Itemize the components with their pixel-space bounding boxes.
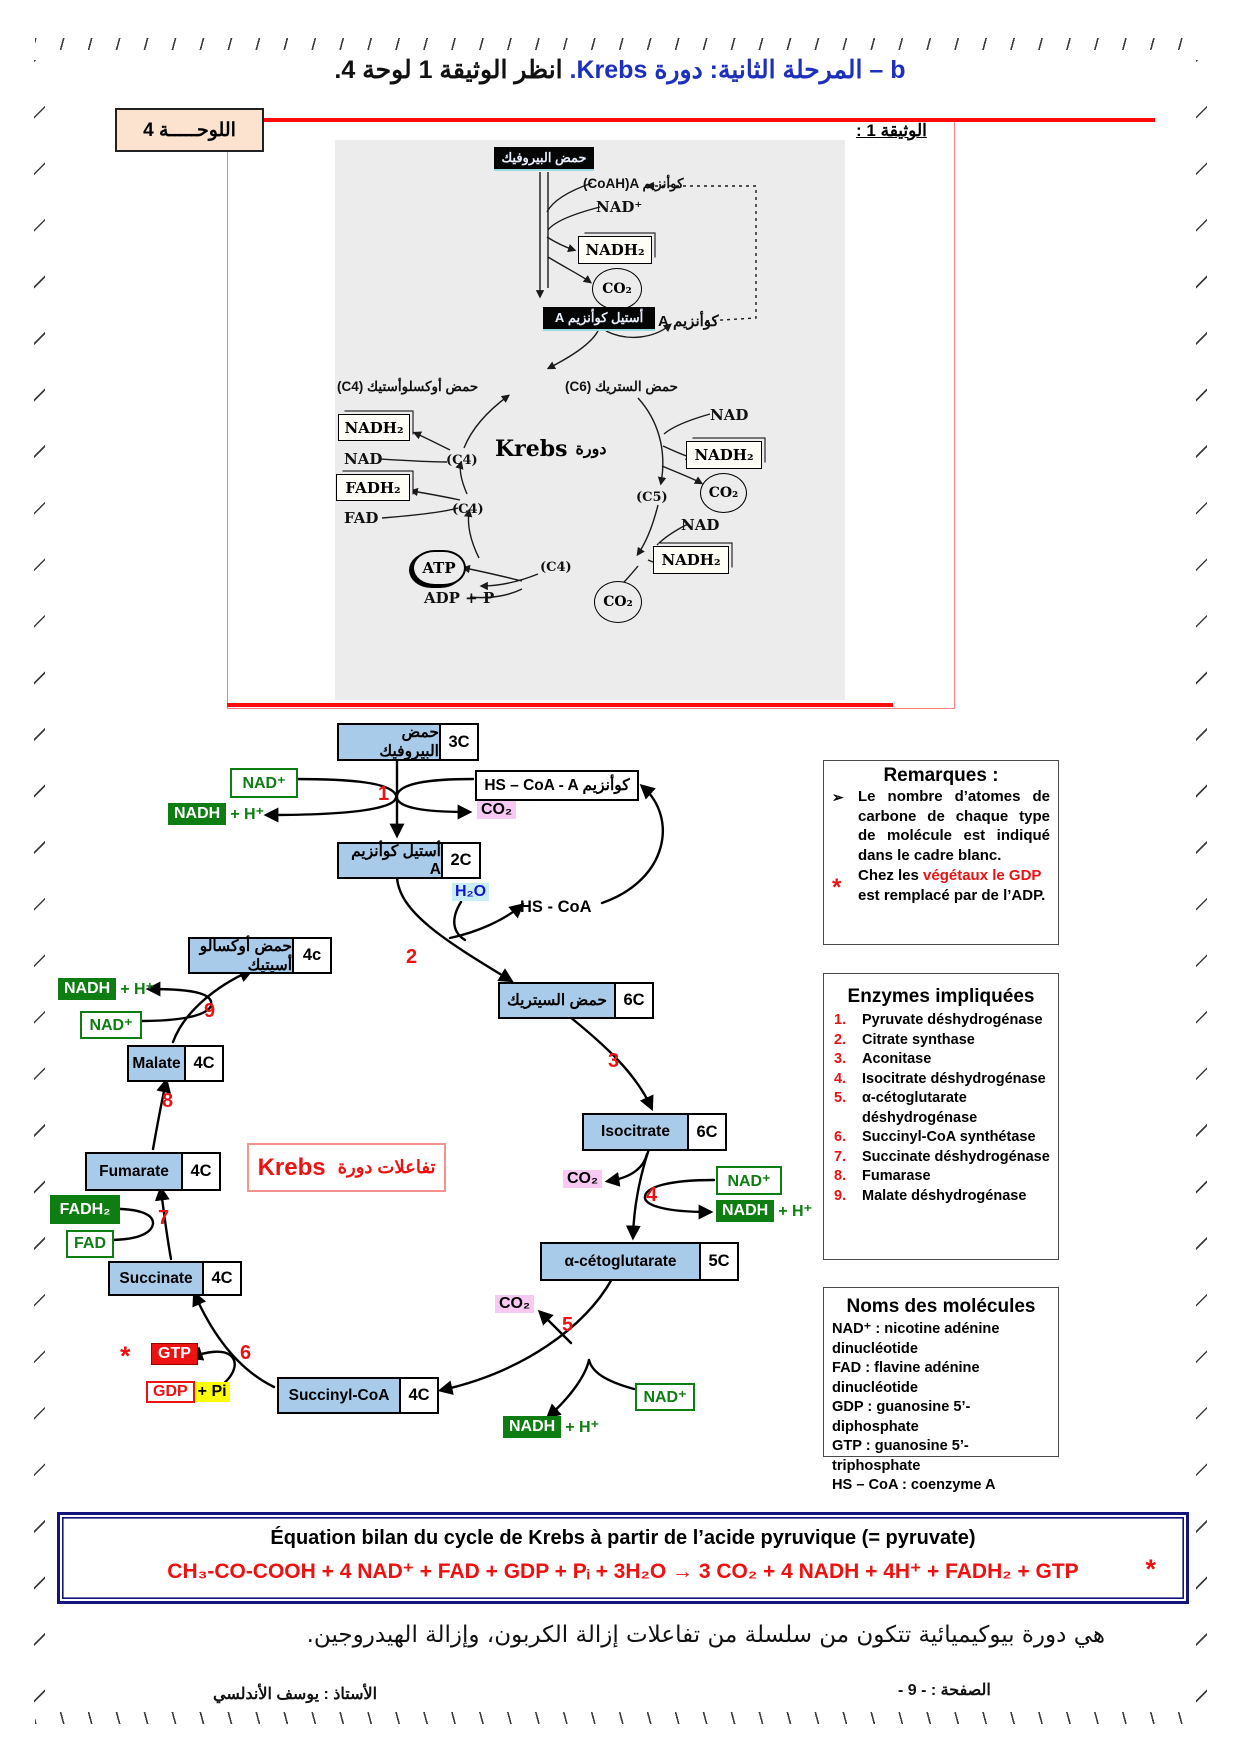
gdp-chip: GDP	[146, 1381, 195, 1403]
scan-oxaloacetic-label: حمض أوكسلوأستيك (C4)	[337, 379, 479, 394]
node-citrate-carbons: 6C	[614, 984, 652, 1017]
equation-asterisk: *	[1145, 1554, 1156, 1584]
nadh-step5	[503, 1416, 599, 1438]
node-malate-carbons: 4C	[184, 1047, 222, 1080]
molecule-definition: NAD⁺ : nicotine adénine dinucléotide	[832, 1321, 1000, 1357]
node-isocitrate-carbons: 6C	[687, 1115, 725, 1149]
nadh-step9	[58, 978, 154, 1000]
node-fumarate-name: Fumarate	[87, 1154, 181, 1189]
enzyme-item: 6. Succinyl-CoA synthétase	[834, 1129, 1036, 1145]
document1-frame-topline	[227, 118, 1155, 122]
scan-coenzymeA-right-label: كوأنزيم A	[658, 313, 719, 330]
node-pyruvate	[337, 723, 479, 761]
page-number: الصفحة : - 9 -	[898, 1682, 991, 1699]
nad-plus-step1: NAD⁺	[230, 768, 298, 798]
molecules-title: Noms des molécules	[846, 1296, 1036, 1317]
scan-co2-circle-bottom: CO₂	[594, 581, 642, 623]
node-malate-name: Malate	[129, 1047, 184, 1080]
node-fumarate-carbons: 4C	[181, 1154, 219, 1189]
scan-krebs-cycle-title	[495, 436, 606, 462]
step-6: 6	[240, 1342, 252, 1364]
molecule-definition: GTP : guanosine 5’-triphosphate	[832, 1438, 969, 1474]
hs-coa-released-label: HS - CoA	[520, 898, 592, 916]
remarques-bullet-item	[824, 787, 1058, 865]
node-isocitrate-name: Isocitrate	[584, 1115, 687, 1149]
scan-citric-label: حمض الستريك (C6)	[565, 379, 679, 394]
node-fumarate	[85, 1152, 221, 1191]
scan-c4-label: (C4)	[446, 453, 478, 468]
node-citrate-name: حمض السيتريك	[500, 984, 614, 1017]
step-2: 2	[406, 946, 418, 968]
scan-nad-label-right: NAD	[710, 406, 749, 424]
nadh-chip: NADH	[716, 1200, 774, 1222]
nad-plus-step5: NAD⁺	[635, 1383, 695, 1411]
scan-krebs-ar: دورة	[575, 441, 607, 458]
remarques-title: Remarques :	[883, 765, 999, 786]
enzyme-item: 5. α-cétoglutarate déshydrogénase	[834, 1090, 978, 1126]
node-succinylcoa-carbons: 4C	[399, 1379, 437, 1412]
step-5: 5	[562, 1314, 574, 1336]
enzyme-item: 3. Aconitase	[834, 1051, 932, 1067]
scan-nadh2-box-right: NADH₂	[686, 441, 762, 469]
scan-adp-label: ADP + P	[424, 589, 495, 607]
scan-acetyl-coa-label: أستيل كوأنزيم A	[543, 307, 655, 331]
plus-h-label: + H⁺	[565, 1419, 600, 1436]
enzyme-item: 4. Isocitrate déshydrogénase	[834, 1070, 1046, 1087]
node-succinylcoa-name: Succinyl-CoA	[279, 1379, 399, 1412]
border-ticks-bottom	[35, 1712, 1205, 1724]
scan-c5-label: (C5)	[636, 490, 668, 505]
scan-fad-label: FAD	[344, 509, 379, 527]
node-acetyl-coa	[337, 842, 481, 879]
enzyme-item: 1. Pyruvate déshydrogénase	[834, 1012, 1043, 1028]
hs-coa-coenzyme-box: HS – CoA - A كوأنزيم	[475, 770, 639, 801]
h2o-step2: H₂O	[452, 883, 489, 901]
scan-nadh2-box: NADH₂	[578, 236, 652, 264]
node-malate	[127, 1045, 224, 1082]
step-9: 9	[204, 1000, 216, 1022]
border-ticks-top	[35, 38, 1205, 50]
plus-h-label: + H⁺	[778, 1203, 813, 1220]
enzyme-item: 2. Citrate synthase	[834, 1031, 975, 1048]
enzymes-panel	[823, 973, 1059, 1260]
page-title-blue: b – المرحلة الثانية: دورة Krebs.	[569, 56, 906, 84]
krebs-reactions-title	[247, 1143, 446, 1192]
molecule-definition: GDP : guanosine 5’-diphosphate	[832, 1399, 971, 1435]
node-acetyl-carbons: 2C	[441, 844, 479, 877]
remarques-note-text	[858, 866, 1050, 905]
nad-plus-step9: NAD⁺	[80, 1011, 142, 1039]
nadh-chip: NADH	[168, 803, 226, 825]
molecule-definition: HS – CoA : coenzyme A	[832, 1477, 996, 1493]
molecule-definition: FAD : flavine adénine dinucléotide	[832, 1360, 980, 1396]
plus-h-label: + H⁺	[230, 806, 265, 823]
scan-co2-circle: CO₂	[592, 268, 642, 310]
note-red: végétaux le GDP	[923, 867, 1042, 884]
equation-box	[57, 1512, 1189, 1604]
scan-pyruvic-acid-label: حمض البيروفيك	[494, 147, 594, 171]
nadh-step1	[168, 803, 264, 825]
node-succinyl-coa	[277, 1377, 439, 1414]
scan-nadh2-box-bottom: NADH₂	[653, 546, 729, 574]
page-title	[0, 55, 1240, 85]
fad-step7: FAD	[66, 1230, 114, 1258]
node-oxaloacetate	[188, 937, 332, 974]
page-title-black: انظر الوثيقة 1 لوحة 4.	[334, 56, 570, 84]
scan-co2-circle-right: CO₂	[700, 473, 747, 513]
remarques-note	[824, 866, 1058, 905]
node-succinate-name: Succinate	[110, 1263, 202, 1294]
node-oxaloacetate-carbons: 4c	[292, 939, 330, 972]
gtp-asterisk: *	[120, 1341, 131, 1371]
plate-4-box: اللوحـــــة 4	[115, 108, 264, 152]
enzyme-item: 7. Succinate déshydrogénase	[834, 1148, 1050, 1165]
step-8: 8	[162, 1090, 174, 1112]
node-akg-carbons: 5C	[699, 1244, 737, 1279]
co2-step4: CO₂	[563, 1170, 602, 1188]
co2-step5: CO₂	[495, 1295, 534, 1313]
node-alpha-cetoglutarate	[540, 1242, 739, 1281]
gdp-pi-row	[146, 1381, 230, 1403]
enzyme-item: 8. Fumarase	[834, 1168, 931, 1184]
remarques-bullet-text: Le nombre d’atomes de carbone de chaque type de molécule est indiqué dans le cadre blanc.	[858, 788, 1050, 864]
enzymes-title: Enzymes impliquées	[847, 986, 1035, 1007]
scan-nadh2-box-left: NADH₂	[338, 414, 410, 441]
scan-c4-label: (C4)	[540, 560, 572, 575]
plus-h-label: + H⁺	[120, 981, 155, 998]
cycle-arrows	[40, 700, 740, 1470]
enzyme-item: 9. Malate déshydrogénase	[834, 1187, 1027, 1204]
pi-chip: + Pi	[195, 1382, 230, 1402]
node-pyruvate-name: حمض البيروفيك	[339, 725, 439, 759]
scan-nad-label-left: NAD	[344, 450, 383, 468]
scan-nad-label-right2: NAD	[681, 516, 720, 534]
border-ticks-right	[1196, 60, 1207, 1705]
scan-atp-oval: ATP	[412, 550, 466, 586]
krebs-title-arabic: تفاعلات دورة	[337, 1157, 436, 1177]
node-citrate	[498, 982, 654, 1019]
krebs-title-latin: Krebs	[257, 1153, 326, 1181]
node-acetyl-name: أستيل كوأنزيم A	[339, 844, 441, 877]
scan-krebs-en: Krebs	[495, 436, 568, 462]
nadh-step4	[716, 1200, 812, 1222]
teacher-name: الأستاذ : يوسف الأندلسي	[213, 1686, 378, 1703]
step-4: 4	[646, 1184, 658, 1206]
remarques-panel	[823, 760, 1059, 945]
bullet-arrow-icon: ➢	[832, 789, 844, 805]
node-pyruvate-carbons: 3C	[439, 725, 477, 759]
equation-title: Équation bilan du cycle de Krebs à partir de l’acide pyruvique (= pyruvate)	[270, 1527, 976, 1549]
document1-label: الوثيقة 1 :	[856, 121, 927, 140]
node-isocitrate	[582, 1113, 727, 1151]
node-succinate-carbons: 4C	[202, 1263, 240, 1294]
asterisk-icon: *	[832, 874, 842, 901]
scan-c4-label: (C4)	[452, 502, 484, 517]
equation-formula: CH₃-CO-COOH + 4 NAD⁺ + FAD + GDP + Pᵢ + 3H₂O → 3 CO₂ + 4 NADH + 4H⁺ + FADH₂ + GTP	[167, 1560, 1079, 1583]
step-3: 3	[608, 1050, 620, 1072]
nadh-chip: NADH	[503, 1416, 561, 1438]
scan-coenzymeA-top-label: (CoAH)A كوأنزيم	[583, 176, 684, 191]
molecule-names-panel	[823, 1287, 1059, 1493]
step-1: 1	[378, 783, 390, 805]
gtp-chip: GTP	[151, 1343, 198, 1365]
fadh2-step7: FADH₂	[50, 1195, 120, 1224]
scan-nad-plus-label: NAD⁺	[596, 198, 643, 216]
nadh-chip: NADH	[58, 978, 116, 1000]
scan-arrows	[335, 140, 845, 700]
co2-step1: CO₂	[477, 801, 516, 819]
note-black1: Chez les	[858, 867, 924, 884]
step-7: 7	[158, 1207, 170, 1229]
node-oxaloacetate-name: حمض أوكسالو أسيتيك	[190, 939, 292, 972]
closing-sentence: هي دورة بيوكيميائية تتكون من سلسلة من تفاعلات إزالة الكربون، وإزالة الهيدروجين.	[306, 1622, 1105, 1648]
nad-plus-step4: NAD⁺	[716, 1166, 782, 1195]
node-akg-name: α-cétoglutarate	[542, 1244, 699, 1279]
scan-fadh2-box: FADH₂	[336, 474, 410, 501]
note-black2: est remplacé par de l’ADP.	[858, 886, 1046, 904]
node-succinate	[108, 1261, 242, 1296]
